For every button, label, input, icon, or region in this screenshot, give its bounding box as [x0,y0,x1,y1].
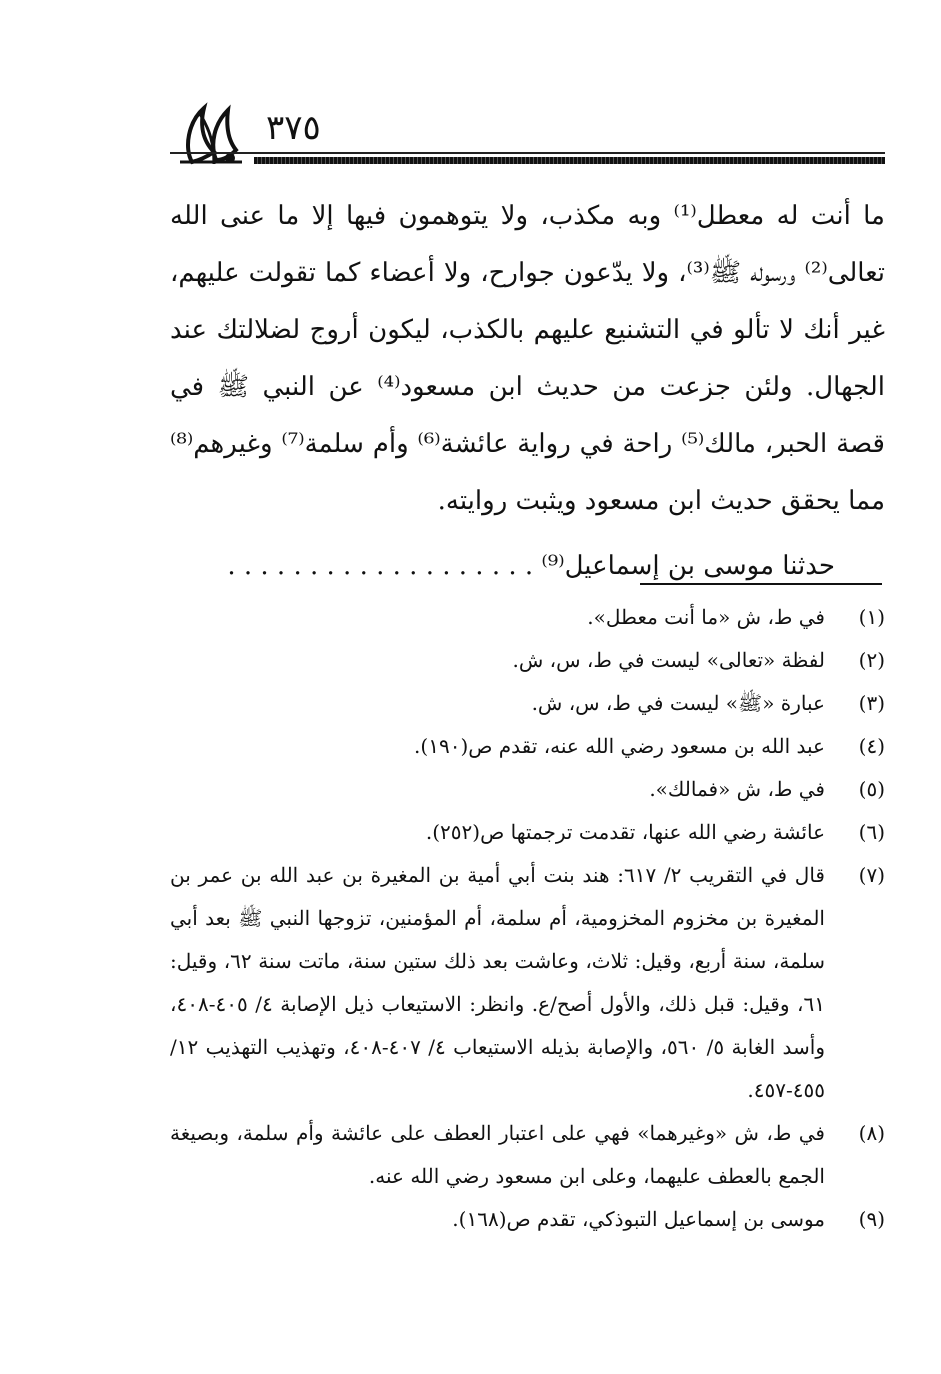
footnote-number: (١) [858,605,885,629]
footnote-number: (٢) [858,648,885,672]
header-rule-decorative [254,157,885,164]
footnote-number: (٧) [858,863,885,887]
footnote-number: (٥) [858,777,885,801]
footnote-item [170,596,885,639]
footnote-item [170,1112,885,1198]
main-text [170,188,885,595]
footnote-item [170,768,885,811]
footnote-item [170,639,885,682]
footnote-item [170,811,885,854]
footnote-separator [640,583,882,585]
footnote-item [170,1198,885,1241]
isnad-dots: . . . . . . . . . . . . . . . . . . . [227,551,534,581]
page-number: ٣٧٥ [266,108,321,148]
body-paragraph: ما أنت له معطل⁽¹⁾ وبه مكذب، ولا يتوهمون فيها إلا ما عنى الله تعالى⁽²⁾ ورسوله ﷺ⁽³⁾، ولا يدّعون جوارح، ولا أعضاء كما تقولت عليهم، غير أنك لا تألو في التشنيع عليهم بالكذب، ليكون أروج لضلالتك عند الجهال. ولئن جزعت من حديث ابن مسعود⁽⁴⁾ عن النبي ﷺ في قصة الحبر، مالك⁽⁵⁾ راحة في رواية عائشة⁽⁶⁾ وأم سلمة⁽⁷⁾ وغيرهم⁽⁸⁾ مما يحقق حديث ابن مسعود ويثبت روايته. [170,201,886,516]
isnad-text: حدثنا موسى بن إسماعيل⁽⁹⁾ [541,551,835,581]
footnote-text: عائشة رضي الله عنها، تقدمت ترجمتها ص(٢٥٢). [425,820,825,844]
footnote-text: قال في التقريب ٢/ ٦١٧: هند بنت أبي أمية بن المغيرة بن عبد الله بن عمر بن المغيرة بن مخزوم المخزومية، أم سلمة، أم المؤمنين، تزوجها النبي ﷺ بعد أبي سلمة، سنة أربع، وقيل: ثلاث، وعاشت بعد ذلك ستين سنة، ماتت سنة ٦٢، وقيل: ٦١، وقيل: قبل ذلك، والأول أصح/ع. وانظر: الاستيعاب ذيل الإصابة ٤/ ٤٠٥-٤٠٨، وأسد الغابة ٥/ ٥٦٠، والإصابة بذيله الاستيعاب ٤/ ٤٠٧-٤٠٨، وتهذيب التهذيب ١٢/ ٤٥٥-٤٥٧. [170,863,825,1102]
footnote-text: عبد الله بن مسعود رضي الله عنه، تقدم ص(١٩٠). [414,734,825,758]
footnote-item [170,854,885,1112]
footnote-text: في ط، ش «ما أنت معطل». [587,605,825,629]
page-header [170,100,885,170]
footnote-text: في ط، ش «فمالك». [649,777,825,801]
footnote-number: (٩) [858,1207,885,1231]
footnote-number: (٦) [858,820,885,844]
footnote-number: (٨) [858,1121,885,1145]
footnote-text: موسى بن إسماعيل التبوذكي، تقدم ص(١٦٨). [452,1207,825,1231]
isnad-line [170,538,885,595]
footnote-number: (٣) [858,691,885,715]
header-rule [170,152,885,154]
quill-ornament-icon [170,100,250,170]
footnotes [170,596,885,1241]
footnote-item [170,725,885,768]
footnote-item [170,682,885,725]
footnote-text: لفظة «تعالى» ليست في ط، س، ش. [512,648,825,672]
footnote-text: عبارة «ﷺ» ليست في ط، س، ش. [531,691,825,715]
footnote-number: (٤) [858,734,885,758]
footnote-text: في ط، ش «وغيرهما» فهي على اعتبار العطف على عائشة وأم سلمة، وبصيغة الجمع بالعطف عليهما، وعلى ابن مسعود رضي الله عنه. [170,1121,825,1188]
